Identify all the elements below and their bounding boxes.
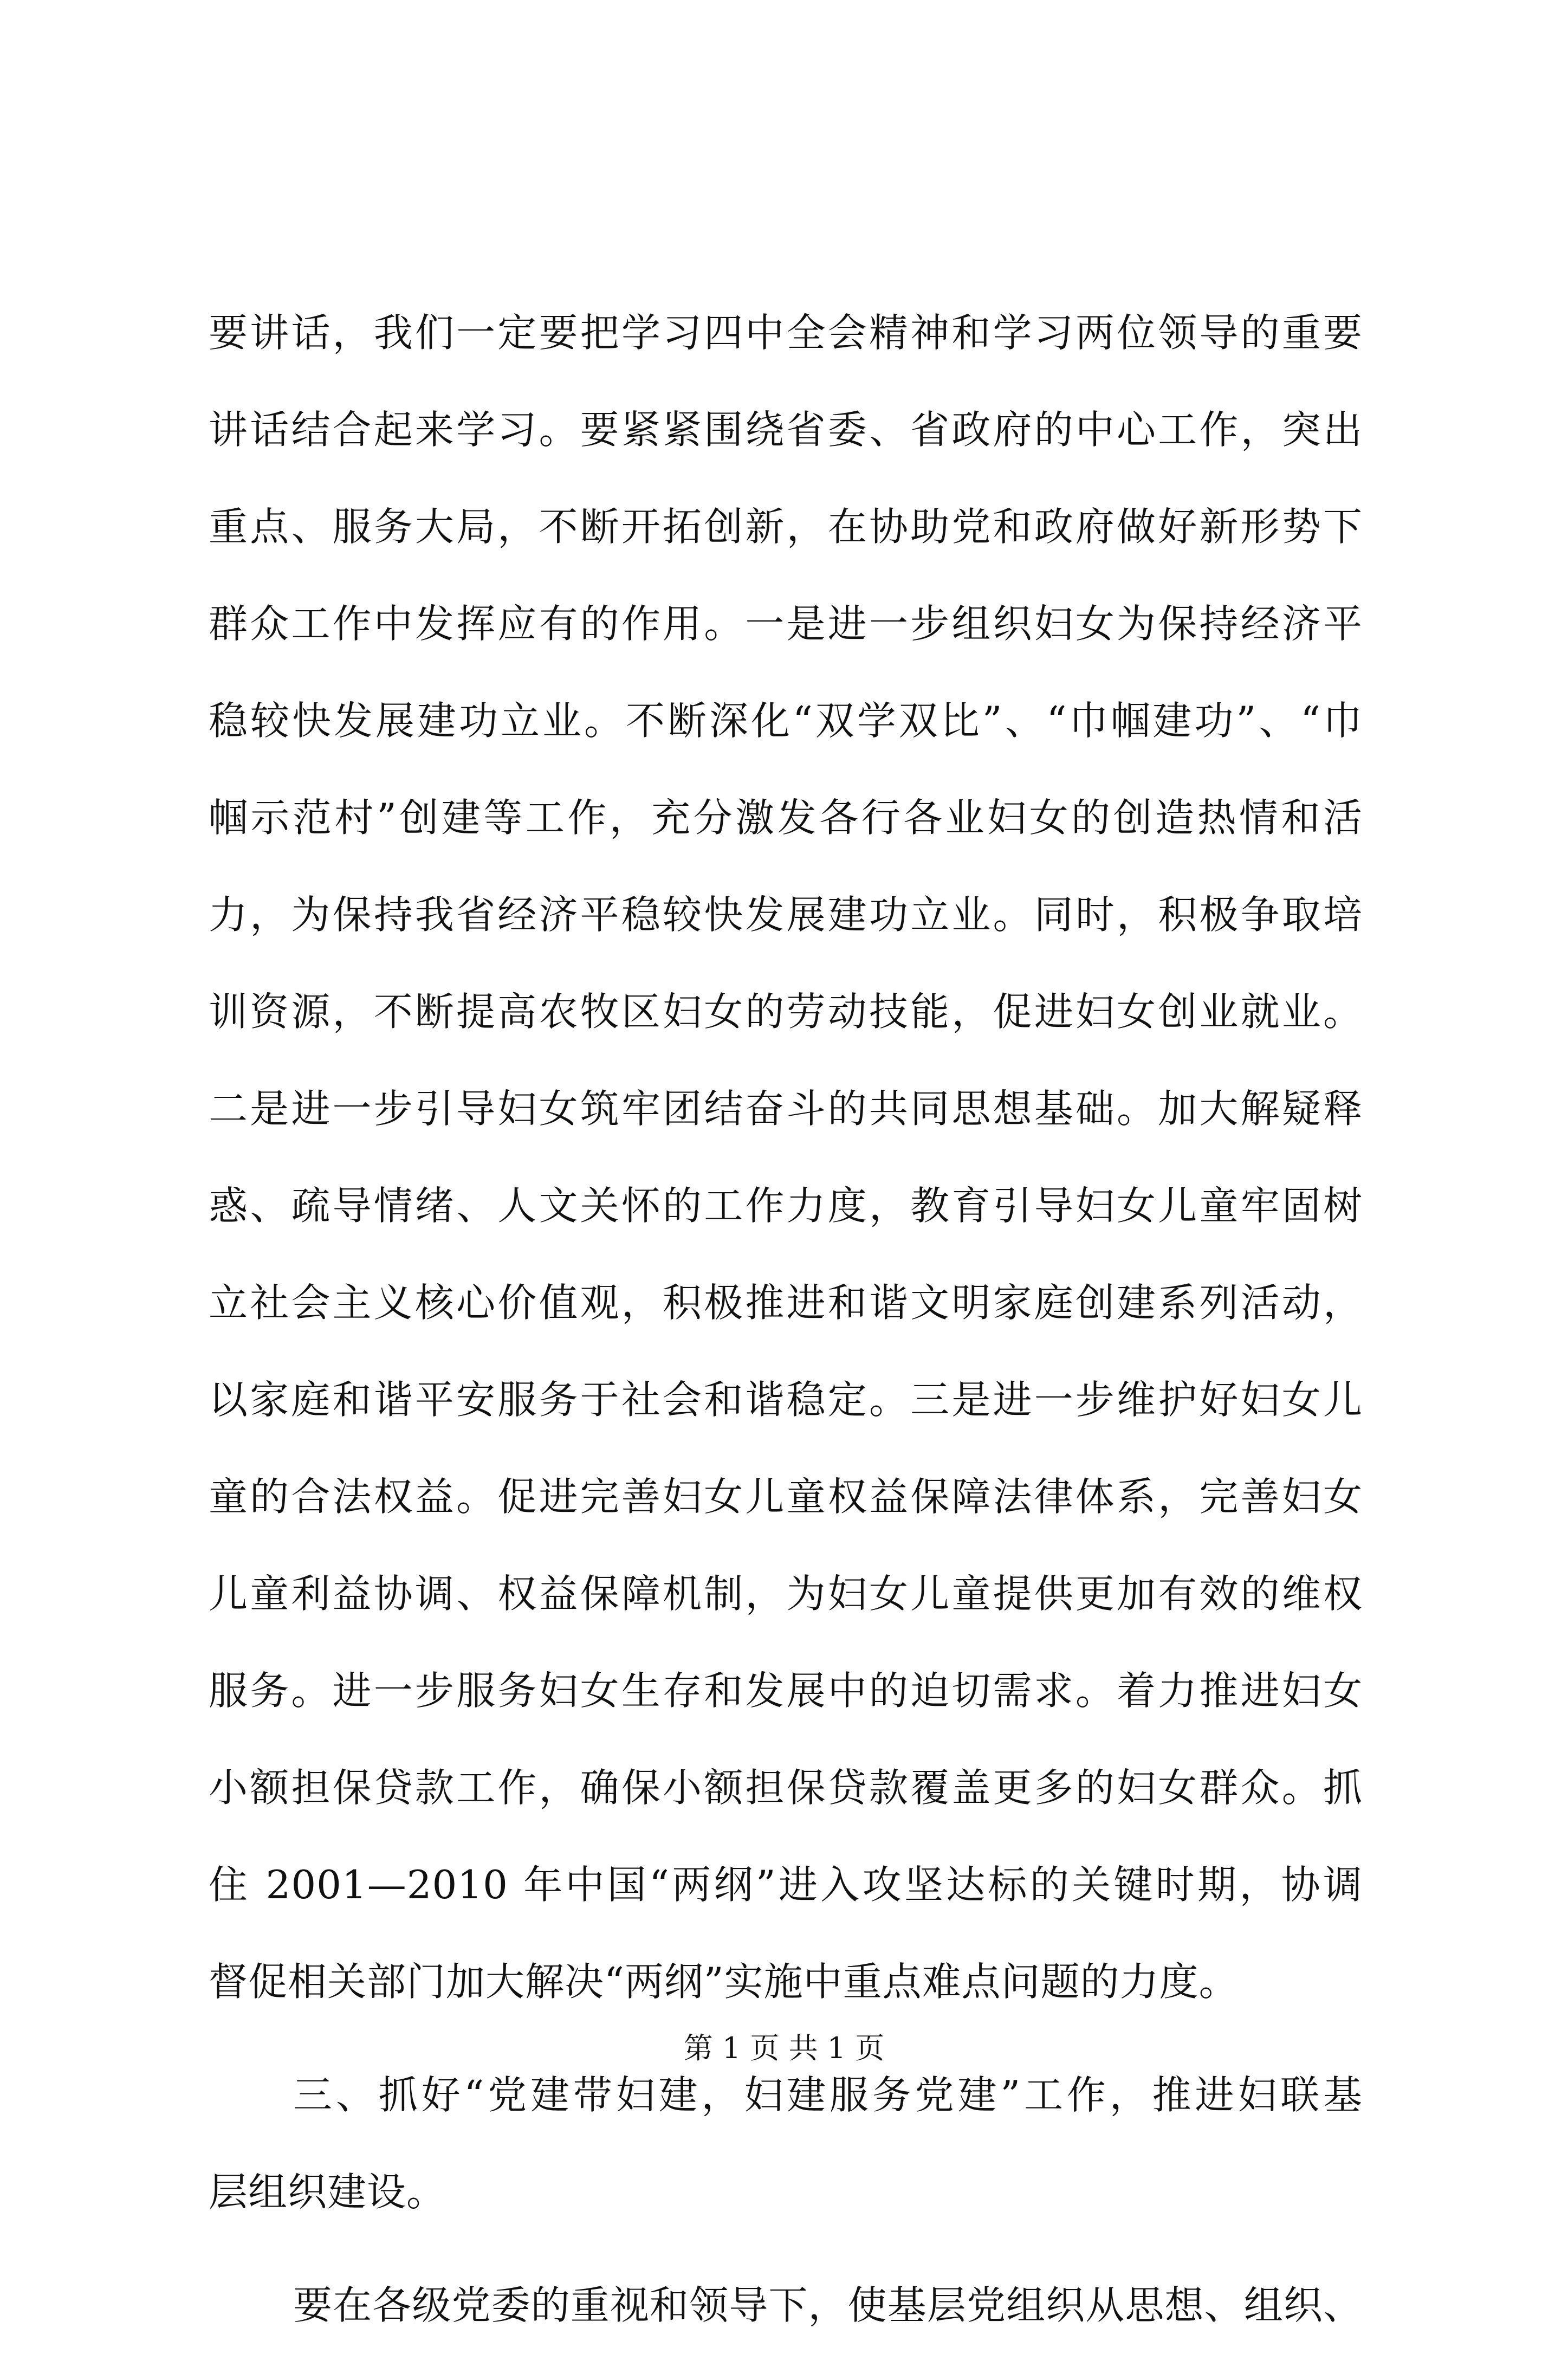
text-line: 力，为保持我省经济平稳较快发展建功立业。同时，积极争取培: [209, 892, 1363, 937]
text-line: 要讲话，我们一定要把学习四中全会精神和学习两位领导的重要: [209, 310, 1363, 355]
text-line: 重点、服务大局，不断开拓创新，在协助党和政府做好新形势下: [209, 504, 1363, 549]
text-line: 稳较快发展建功立业。不断深化“双学双比”、“巾帼建功”、“巾: [209, 698, 1363, 743]
section-heading-3: [209, 2047, 1363, 2241]
paragraph-1: [209, 284, 1363, 2030]
text-line: 儿童利益协调、权益保障机制，为妇女儿童提供更加有效的维权: [209, 1571, 1363, 1616]
paragraph-gap: [209, 2241, 1363, 2257]
page-footer: 第 1 页 共 1 页: [683, 2031, 885, 2065]
text-line: 督促相关部门加大解决“两纲”实施中重点难点问题的力度。: [209, 1959, 1239, 2004]
text-line: 帼示范村”创建等工作，充分激发各行各业妇女的创造热情和活: [209, 795, 1363, 840]
text-line: 讲话结合起来学习。要紧紧围绕省委、省政府的中心工作，突出: [209, 407, 1363, 452]
text-line: 层组织建设。: [209, 2169, 446, 2215]
text-line: 住 2001—2010 年中国“两纲”进入攻坚达标的关键时期，协调: [209, 1862, 1363, 1907]
text-line: 二是进一步引导妇女筑牢团结奋斗的共同思想基础。加大解疑释: [209, 1086, 1363, 1131]
text-line: 童的合法权益。促进完善妇女儿童权益保障法律体系，完善妇女: [209, 1474, 1363, 1519]
text-line: 群众工作中发挥应有的作用。一是进一步组织妇女为保持经济平: [209, 601, 1363, 646]
text-line: 以家庭和谐平安服务于社会和谐稳定。三是进一步维护好妇女儿: [209, 1377, 1363, 1422]
text-line: 三、抓好“党建带妇建，妇建服务党建”工作，推进妇联基: [293, 2072, 1363, 2118]
text-line: 要在各级党委的重视和领导下，使基层党组织从思想、组织、: [293, 2282, 1363, 2328]
text-line: 惑、疏导情绪、人文关怀的工作力度，教育引导妇女儿童牢固树: [209, 1183, 1363, 1228]
text-line: 服务。进一步服务妇女生存和发展中的迫切需求。着力推进妇女: [209, 1668, 1363, 1713]
text-line: 训资源，不断提高农牧区妇女的劳动技能，促进妇女创业就业。: [209, 989, 1363, 1034]
text-line: 小额担保贷款工作，确保小额担保贷款覆盖更多的妇女群众。抓: [209, 1765, 1363, 1810]
text-line: 立社会主义核心价值观，积极推进和谐文明家庭创建系列活动，: [209, 1280, 1363, 1325]
paragraph-2: [209, 2257, 1363, 2354]
